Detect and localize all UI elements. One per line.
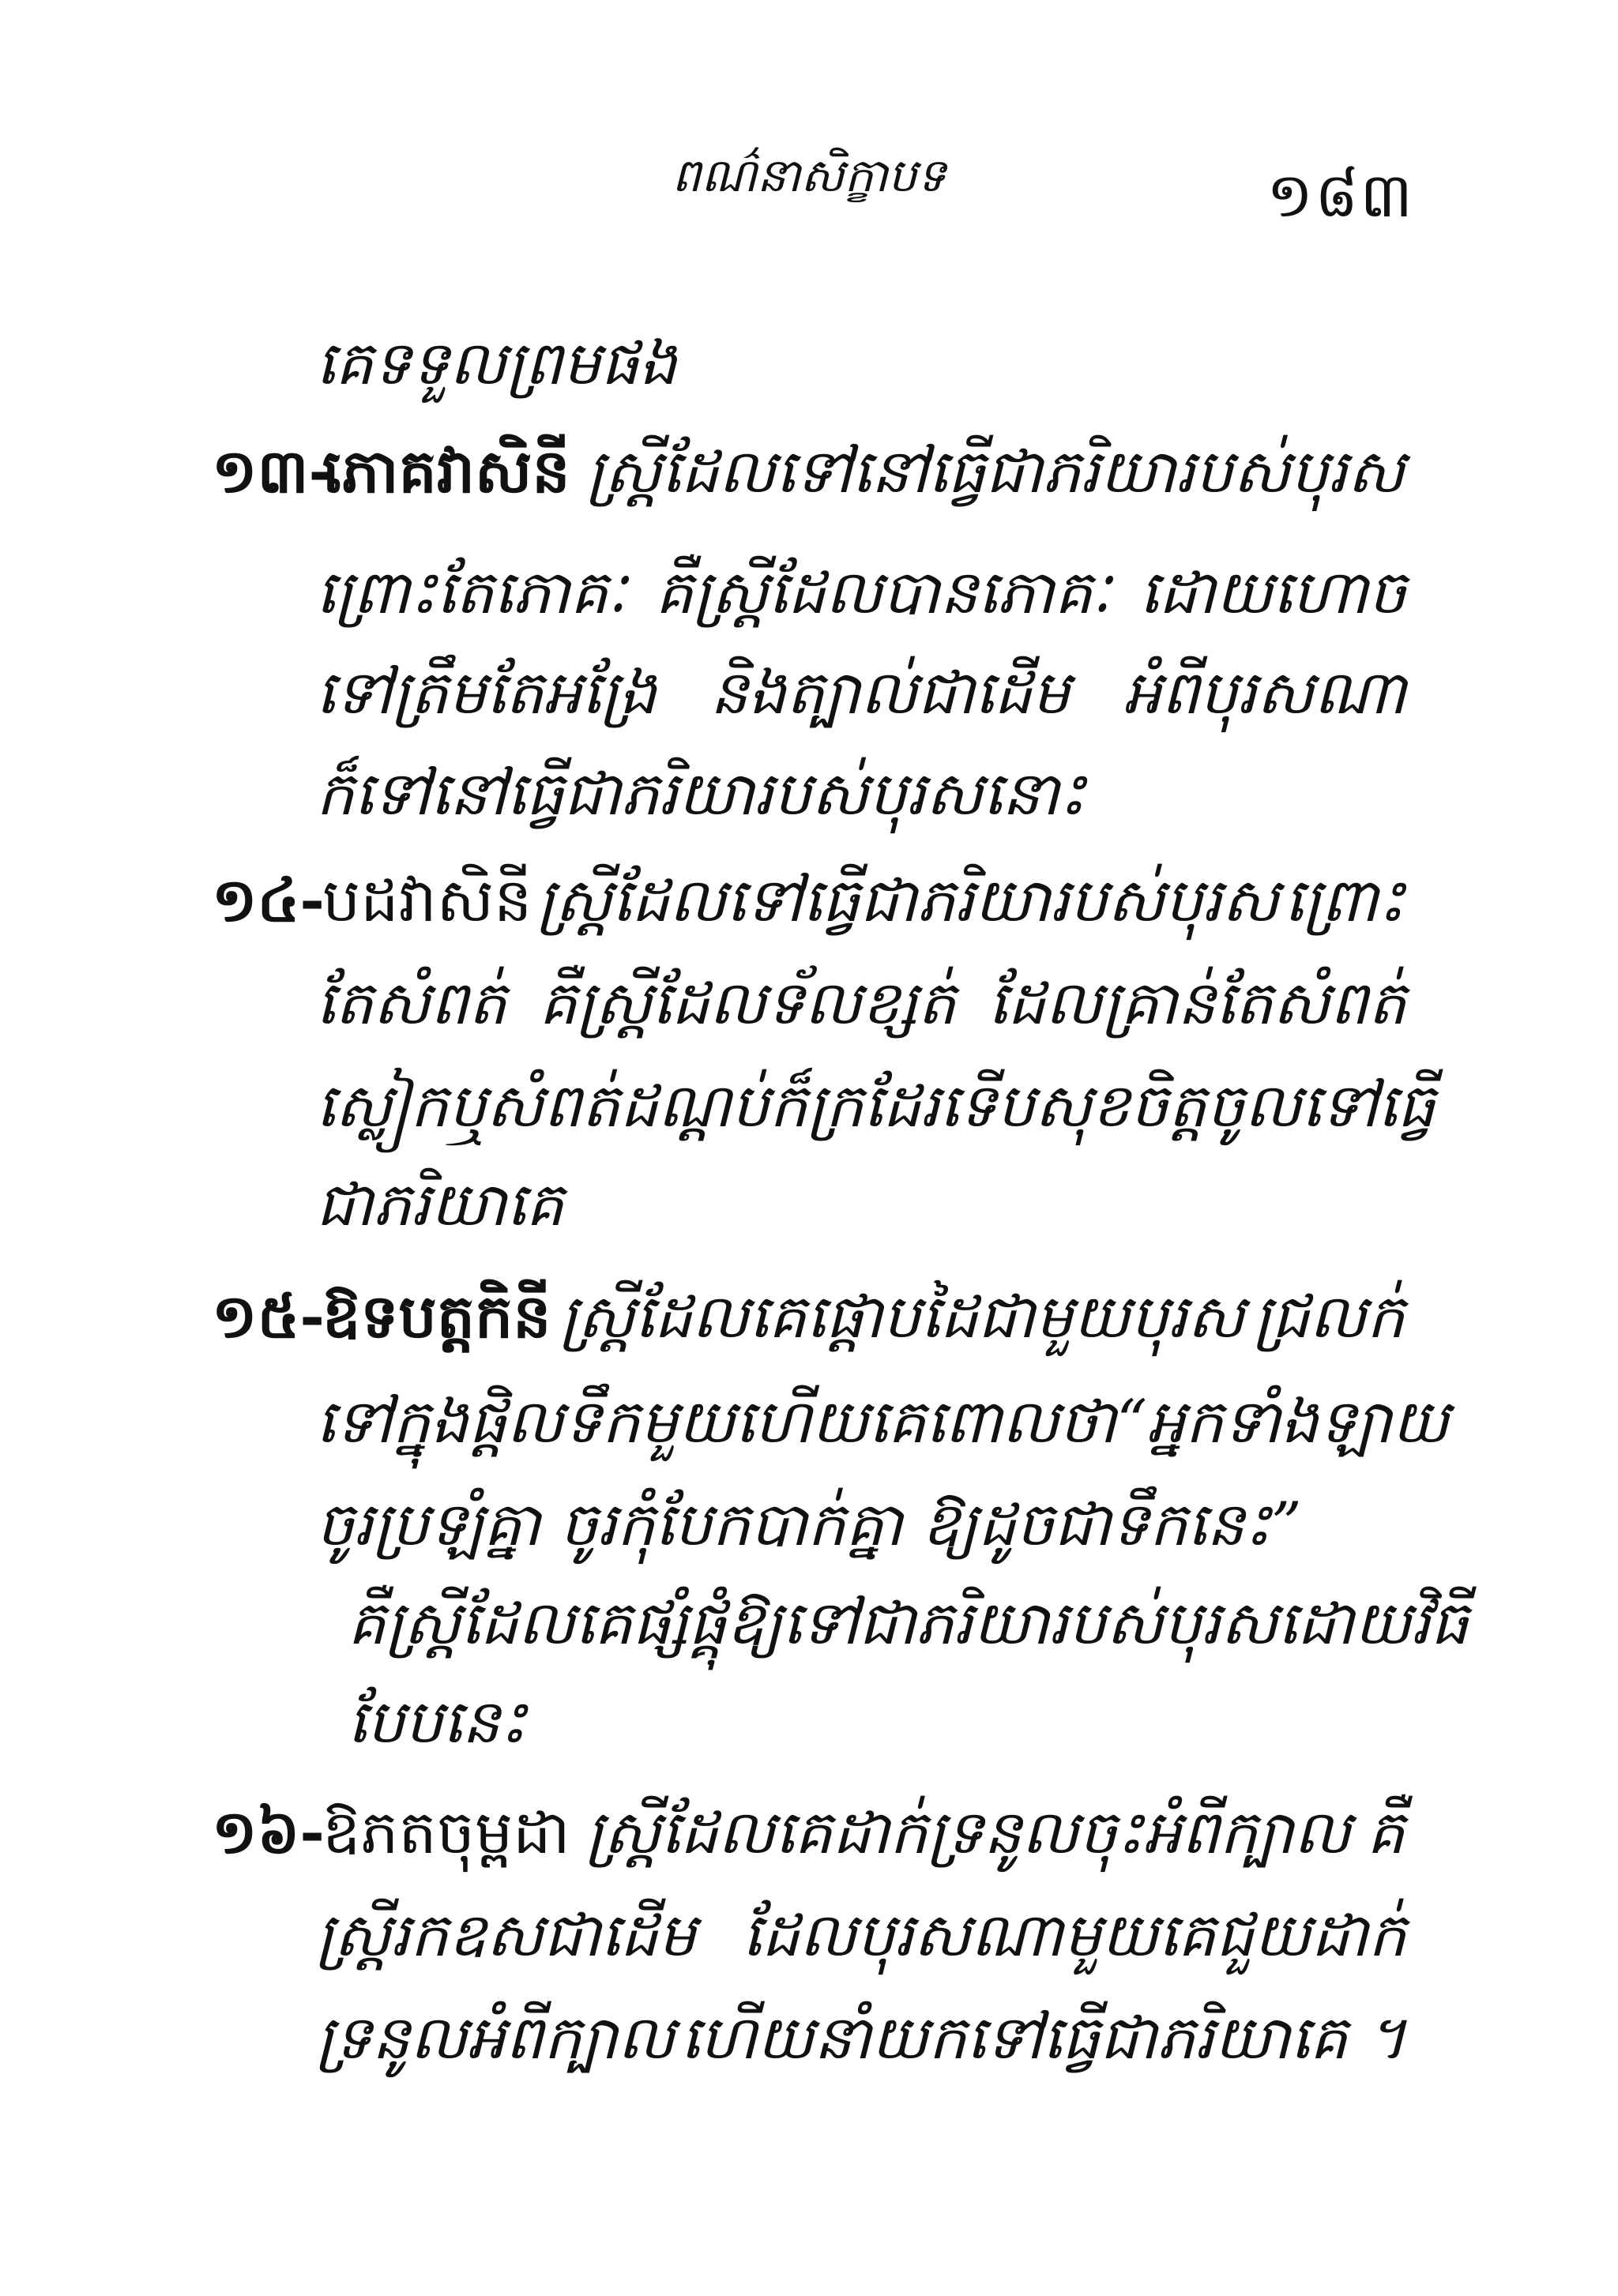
entry-15-line-1 — [316, 1378, 1450, 1465]
continuation-line: គេទទួលព្រមផង — [316, 328, 677, 398]
entry-definition: ជ្រលក់ — [1253, 1281, 1405, 1351]
entry-15-note-line-1: គឺស្ត្រីដែលគេផ្សំផ្គុំឱ្យទៅជាភរិយារបស់បុរសដោយវិធី — [348, 1588, 1469, 1658]
text-segment: “អ្នកទាំងឡាយ — [1116, 1386, 1450, 1456]
entry-15-line-2: ចូរប្រឡំគ្នា ចូរកុំបែកបាក់គ្នា ឱ្យដូចជាទឹកនេះ” — [316, 1489, 1302, 1559]
text-segment: ដោយហោច — [1139, 557, 1406, 627]
text-segment: ទៅក្នុងផ្តិលទឹកមួយ — [316, 1386, 736, 1456]
text-segment: គឺស្ត្រីដែលបានភោគៈ — [655, 557, 1111, 627]
text-segment: ទៅត្រឹមតែអង្រែ — [316, 657, 657, 727]
text-segment: គឺស្ត្រីដែលទ័លខ្សត់ — [539, 968, 956, 1038]
entry-13-line-1 — [316, 549, 1406, 636]
entry-15-heading — [212, 1273, 1405, 1360]
text-segment: និងត្បាល់ជាដើម — [709, 657, 1071, 727]
running-header-title: ពណ៌នាសិក្ខាបទ — [672, 148, 946, 202]
entry-number: ១៥- — [212, 1281, 325, 1351]
entry-14-heading — [212, 857, 1405, 944]
entry-14-line-3: ជាភរិយាគេ — [316, 1169, 564, 1239]
text-segment: ស្លៀកឬសំពត់ដណ្តប់ក៏ក្រដែរ — [316, 1070, 940, 1140]
entry-term: បដវាសិនី — [322, 865, 532, 935]
text-segment: ស្ត្រីរកឧសជាដើម — [316, 1900, 696, 1970]
text-segment: អំពីបុរសណា — [1123, 657, 1406, 727]
entry-definition: ស្ត្រីដែលគេដាក់ទ្រនូលចុះអំពីក្បាល — [585, 1797, 1351, 1867]
text-segment: ព្រោះតែភោគៈ — [316, 557, 627, 627]
text-segment: ទ្រនូលអំពីក្បាល — [316, 2002, 675, 2072]
entry-definition: ស្ត្រីដែលទៅធ្វើជាភរិយារបស់បុរស — [536, 865, 1280, 935]
entry-16-line-1 — [316, 1892, 1406, 1978]
entry-number: ១៦- — [212, 1797, 325, 1867]
text-segment: ហើយគេពោលថា — [735, 1386, 1117, 1456]
text-segment: តែសំពត់ — [316, 968, 507, 1038]
entry-term: ភោគវាសិនី — [322, 436, 570, 506]
entry-14-line-1 — [316, 960, 1406, 1047]
text-segment: ដែលគ្រាន់តែសំពត់ — [988, 968, 1406, 1038]
entry-13-heading — [212, 428, 1405, 515]
text-segment: ដែលបុរសណាមួយគេជួយដាក់ — [742, 1900, 1406, 1970]
entry-16-line-2 — [316, 1994, 1406, 2081]
entry-number: ១៣- — [212, 436, 334, 506]
text-segment: ហើយនាំយកទៅធ្វើជាភរិយាគេ ។ — [680, 2002, 1406, 2072]
entry-term: ឱភតចុម្ពដា — [322, 1797, 570, 1867]
entry-term: ឱទបត្តកិនី — [322, 1281, 551, 1351]
entry-13-line-3: ក៏ទៅនៅធ្វើជាភរិយារបស់បុរសនោះ — [316, 758, 1086, 829]
entry-16-heading — [212, 1789, 1405, 1876]
text-segment: ទើបសុខចិត្តចូលទៅធ្វើ — [939, 1070, 1436, 1140]
entry-definition: ព្រោះ — [1284, 865, 1405, 935]
entry-definition: គឺ — [1366, 1797, 1405, 1867]
entry-14-line-2 — [316, 1062, 1436, 1149]
entry-definition: ស្ត្រីដែលទៅនៅធ្វើជាភរិយារបស់បុរស — [586, 436, 1405, 506]
entry-15-note-line-2: បែបនេះ — [348, 1686, 527, 1757]
entry-13-line-2 — [316, 649, 1406, 736]
page-number: ១៨៣ — [1266, 160, 1414, 231]
entry-definition: ស្ត្រីដែលគេផ្តោបដៃជាមួយបុរស — [559, 1281, 1245, 1351]
entry-number: ១៤- — [212, 865, 325, 935]
